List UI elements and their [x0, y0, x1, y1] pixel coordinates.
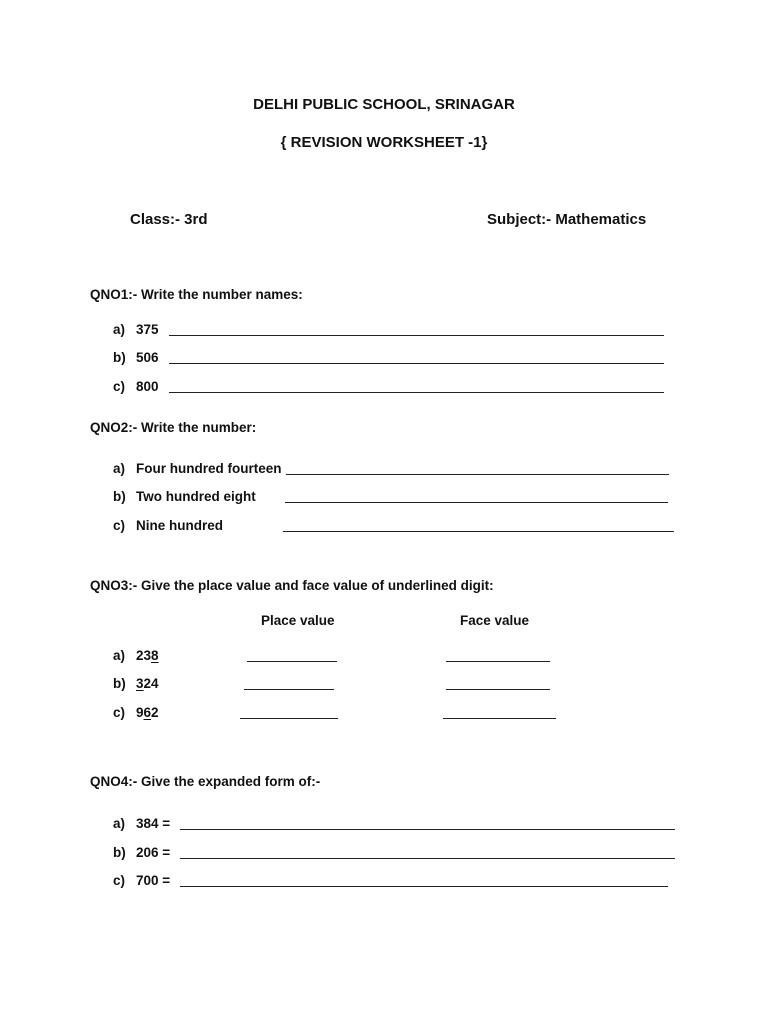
q2-marker-c: c) — [113, 518, 126, 533]
q3-marker-b: b) — [113, 676, 126, 691]
q2-answer-line-b[interactable] — [285, 502, 668, 503]
q4-number-a: 384 = — [136, 816, 171, 831]
q3-place-line-a[interactable] — [247, 661, 337, 662]
q4-marker-b: b) — [113, 845, 126, 860]
q4-answer-line-a[interactable] — [180, 829, 675, 830]
q1-answer-line-c[interactable] — [169, 392, 664, 393]
face-value-header: Face value — [460, 613, 530, 628]
underlined-digit: 6 — [143, 705, 152, 720]
q4-number-c: 700 = — [136, 873, 171, 888]
q1-number-c: 800 — [136, 379, 159, 394]
q2-answer-line-a[interactable] — [286, 474, 669, 475]
q4-answer-line-c[interactable] — [180, 886, 668, 887]
underlined-digit: 8 — [151, 648, 159, 663]
q1-number-a: 375 — [136, 322, 159, 337]
q3-face-line-b[interactable] — [446, 689, 550, 690]
school-name: DELHI PUBLIC SCHOOL, SRINAGAR — [253, 96, 515, 113]
q4-marker-c: c) — [113, 873, 126, 888]
q1-answer-line-a[interactable] — [169, 335, 664, 336]
q2-words-c: Nine hundred — [136, 518, 223, 533]
q4-title: QNO4:- Give the expanded form of:- — [90, 774, 321, 789]
q3-marker-a: a) — [113, 648, 126, 663]
q3-place-line-b[interactable] — [244, 689, 334, 690]
q1-answer-line-b[interactable] — [169, 363, 664, 364]
q2-answer-line-c[interactable] — [283, 531, 674, 532]
subject-label: Subject:- Mathematics — [487, 211, 647, 228]
underlined-digit: 3 — [136, 676, 144, 691]
q2-title: QNO2:- Write the number: — [90, 420, 257, 435]
q3-title: QNO3:- Give the place value and face value of underlined digit: — [90, 578, 494, 593]
q3-number-b: 324 — [136, 676, 159, 691]
q3-face-line-c[interactable] — [443, 718, 556, 719]
q3-face-line-a[interactable] — [446, 661, 550, 662]
q1-title: QNO1:- Write the number names: — [90, 287, 303, 302]
q2-words-a: Four hundred fourteen — [136, 461, 282, 476]
q2-marker-b: b) — [113, 489, 126, 504]
q4-number-b: 206 = — [136, 845, 171, 860]
place-value-header: Place value — [261, 613, 335, 628]
q1-number-b: 506 — [136, 350, 159, 365]
q3-number-c: 962 — [136, 705, 159, 720]
q1-marker-a: a) — [113, 322, 126, 337]
q4-answer-line-b[interactable] — [180, 858, 675, 859]
q2-words-b: Two hundred eight — [136, 489, 256, 504]
class-label: Class:- 3rd — [130, 211, 208, 228]
q3-marker-c: c) — [113, 705, 126, 720]
q1-marker-b: b) — [113, 350, 126, 365]
q4-marker-a: a) — [113, 816, 126, 831]
q3-number-a: 238 — [136, 648, 159, 663]
q1-marker-c: c) — [113, 379, 126, 394]
worksheet-title: { REVISION WORKSHEET -1} — [280, 134, 488, 151]
q3-place-line-c[interactable] — [240, 718, 338, 719]
q2-marker-a: a) — [113, 461, 126, 476]
